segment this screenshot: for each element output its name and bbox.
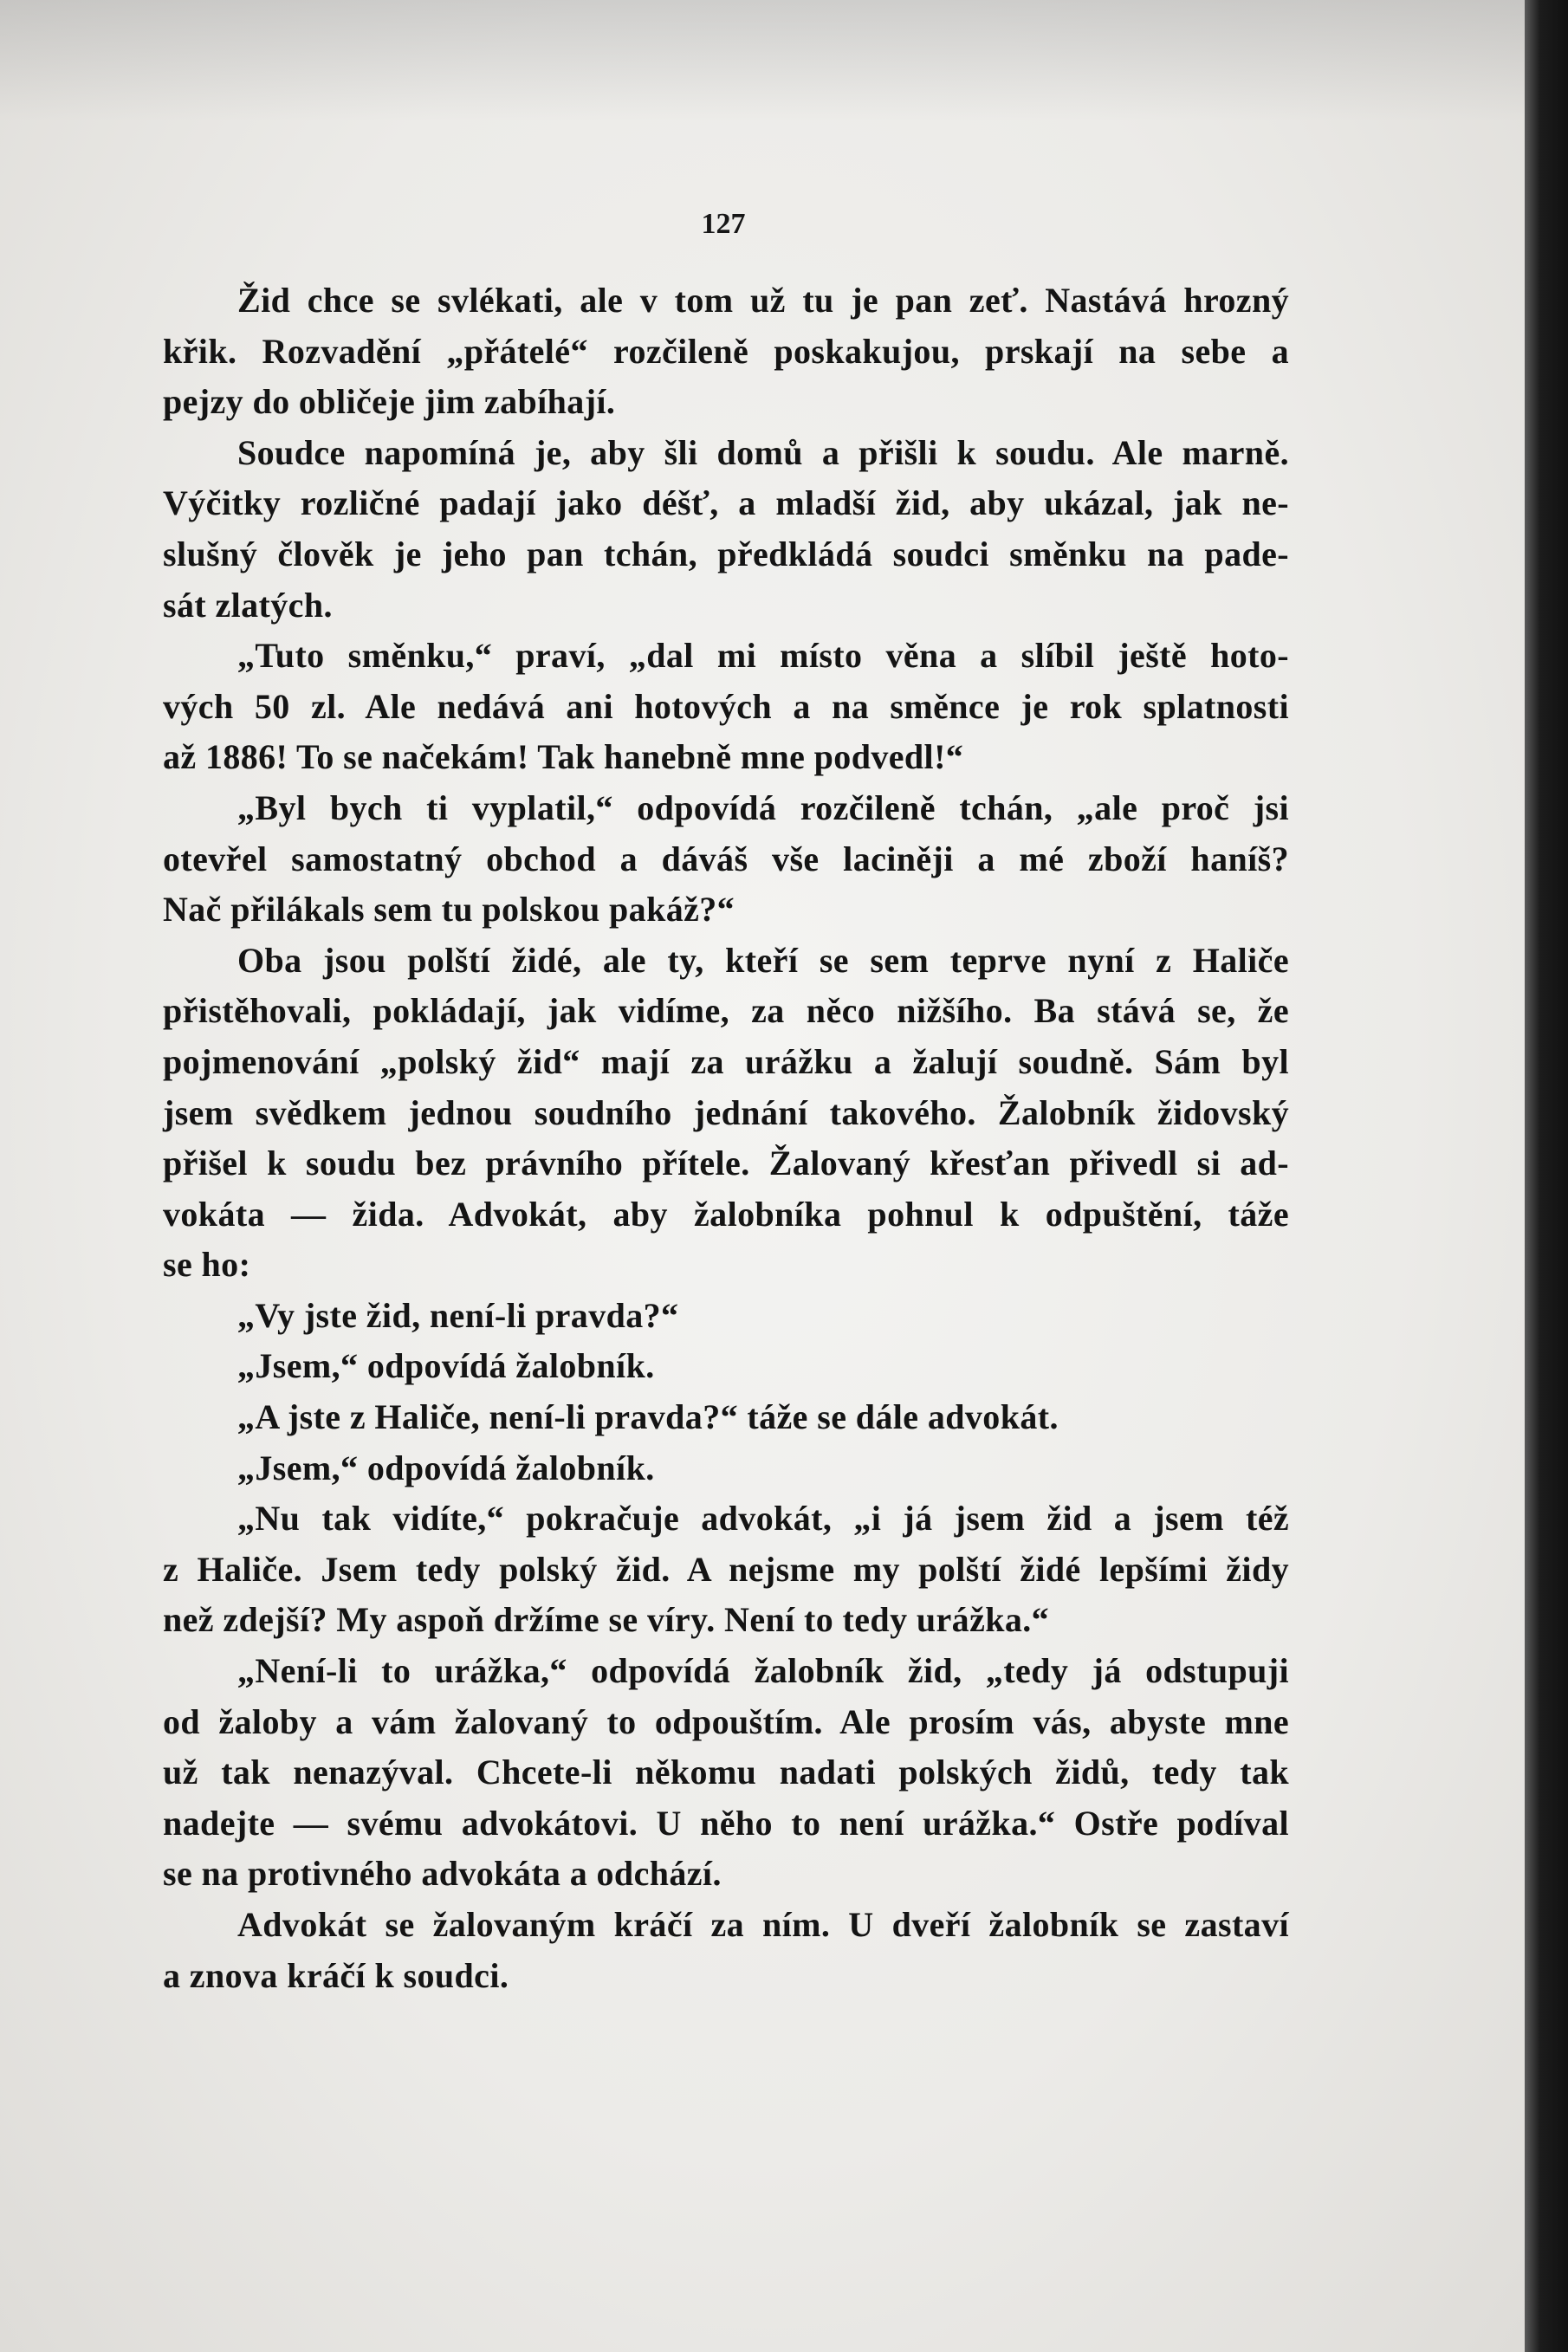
text-line: už tak nenazýval. Chcete-li někomu nadati polských židů, tedy tak (163, 1753, 1289, 1792)
text-line: Soudce napomíná je, aby šli domů a přišli k soudu. Ale marně. (237, 432, 1289, 472)
text-line: než zdejší? My aspoň držíme se víry. Není to tedy urážka.“ (163, 1600, 1050, 1640)
page-edge-shadow (1525, 0, 1568, 2352)
text-line: Advokát se žalovaným kráčí za ním. U dveří žalobník se zastaví (237, 1905, 1289, 1944)
text-line: „A jste z Haliče, není-li pravda?“ táže se dále advokát. (237, 1397, 1059, 1437)
text-line: pojmenování „polský žid“ mají za urážku a žalují soudně. Sám byl (163, 1041, 1289, 1081)
text-line: nadejte — svému advokátovi. U něho to není urážka.“ Ostře podíval (163, 1803, 1289, 1843)
text-line: Nač přilákals sem tu polskou pakáž?“ (163, 890, 735, 930)
page-top-grain (0, 0, 1525, 121)
text-line: přistěhovali, pokládají, jak vidíme, za něco nižšího. Ba stává se, že (163, 991, 1289, 1031)
text-line: Oba jsou polští židé, ale ty, kteří se sem teprve nyní z Haliče (237, 940, 1289, 980)
text-line: slušný člověk je jeho pan tchán, předkládá soudci směnku na pade- (163, 534, 1289, 573)
page-number: 127 (701, 208, 746, 240)
text-line: přišel k soudu bez právního přítele. Žalovaný křesťan přivedl si ad- (163, 1144, 1289, 1183)
text-line: vých 50 zl. Ale nedává ani hotových a na směnce je rok splatnosti (163, 686, 1289, 726)
text-line: „Jsem,“ odpovídá žalobník. (237, 1346, 655, 1386)
text-line: jsem svědkem jednou soudního jednání takového. Žalobník židovský (163, 1092, 1289, 1132)
text-line: „Není-li to urážka,“ odpovídá žalobník žid, „tedy já odstupuji (237, 1651, 1289, 1691)
text-line: „Nu tak vidíte,“ pokračuje advokát, „i já jsem žid a jsem též (237, 1499, 1289, 1539)
text-line: z Haliče. Jsem tedy polský žid. A nejsme my polští židé lepšími židy (163, 1549, 1289, 1589)
text-line: se ho: (163, 1245, 251, 1285)
text-line: „Byl bych ti vyplatil,“ odpovídá rozčileně tchán, „ale proč jsi (237, 787, 1289, 827)
text-line: se na protivného advokáta a odchází. (163, 1854, 722, 1894)
text-line: „Vy jste žid, není-li pravda?“ (237, 1295, 679, 1335)
text-line: pejzy do obličeje jim zabíhají. (163, 382, 616, 422)
text-line: Výčitky rozličné padají jako déšť, a mladší žid, aby ukázal, jak ne- (163, 483, 1289, 523)
text-line: a znova kráčí k soudci. (163, 1955, 509, 1995)
text-line: „Jsem,“ odpovídá žalobník. (237, 1448, 655, 1487)
text-line: sát zlatých. (163, 585, 333, 625)
text-line: vokáta — žida. Advokát, aby žalobníka pohnul k odpuštění, táže (163, 1194, 1289, 1234)
body-text (163, 275, 1289, 2001)
text-line: Žid chce se svlékati, ale v tom už tu je pan zeť. Nastává hrozný (237, 281, 1289, 320)
text-line: „Tuto směnku,“ praví, „dal mi místo věna a slíbil ještě hoto- (237, 636, 1289, 676)
text-line: křik. Rozvadění „přátelé“ rozčileně poskakujou, prskají na sebe a (163, 331, 1289, 371)
text-line: otevřel samostatný obchod a dáváš vše laciněji a mé zboží haníš? (163, 839, 1289, 878)
text-line: až 1886! To se načekám! Tak hanebně mne podvedl!“ (163, 737, 964, 777)
text-line: od žaloby a vám žalovaný to odpouštím. Ale prosím vás, abyste mne (163, 1701, 1289, 1741)
